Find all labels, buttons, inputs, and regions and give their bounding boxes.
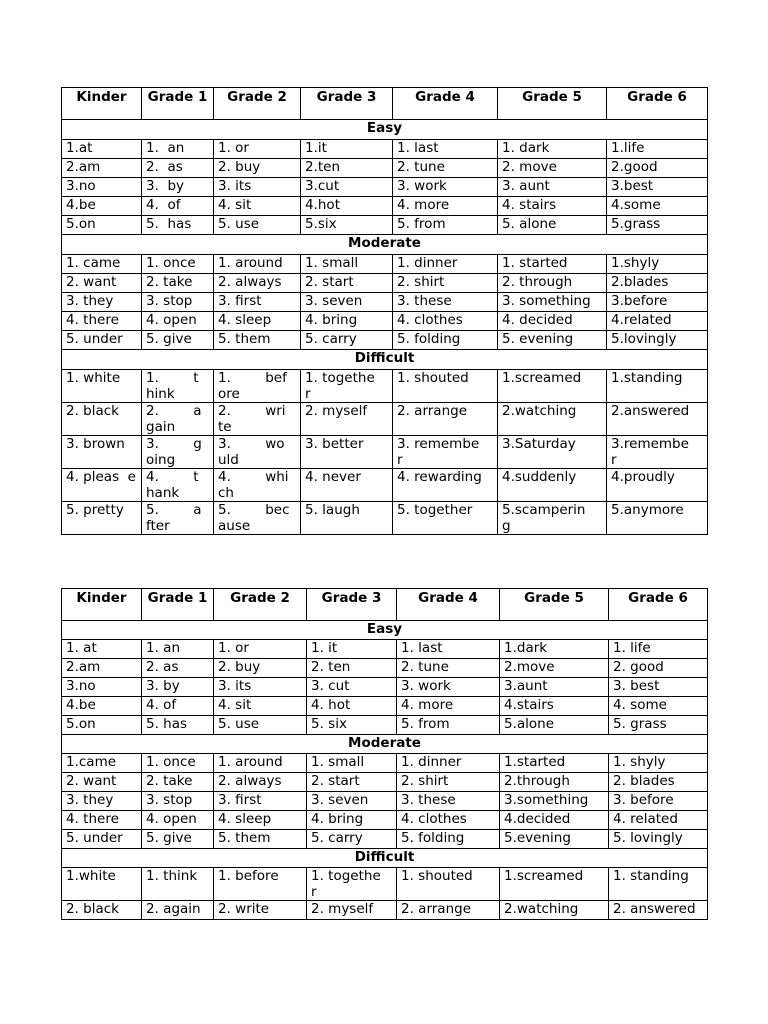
word-cell: 5. carry bbox=[307, 830, 397, 849]
word-cell: 3. better bbox=[301, 436, 393, 469]
word-cell: 1. before bbox=[214, 868, 307, 901]
word-cell: 2. answered bbox=[609, 901, 708, 920]
word-cell: 4. related bbox=[609, 811, 708, 830]
word-cell: 5. a fter bbox=[142, 502, 214, 535]
word-cell: 2. wri te bbox=[214, 403, 301, 436]
word-cell: 2. want bbox=[62, 274, 142, 293]
word-cell: 4. stairs bbox=[498, 197, 607, 216]
word-cell: 1. think bbox=[142, 868, 214, 901]
word-cell: 1. bef ore bbox=[214, 370, 301, 403]
word-cell: 3. aunt bbox=[498, 178, 607, 197]
word-cell: 3. these bbox=[397, 792, 500, 811]
word-cell: 1.white bbox=[62, 868, 142, 901]
word-cell: 3.Saturday bbox=[498, 436, 607, 469]
word-cell: 3. seven bbox=[307, 792, 397, 811]
word-cell: 5. them bbox=[214, 830, 307, 849]
word-cell: 1.screamed bbox=[500, 868, 609, 901]
table-row bbox=[62, 659, 708, 678]
word-cell: 5. evening bbox=[498, 331, 607, 350]
word-cell: 3.remembe r bbox=[607, 436, 708, 469]
section-label-easy: Easy bbox=[62, 621, 708, 640]
table-row bbox=[62, 216, 708, 235]
word-cell: 4. hot bbox=[307, 697, 397, 716]
word-cell: 1.dark bbox=[500, 640, 609, 659]
word-cell: 3. brown bbox=[62, 436, 142, 469]
word-cell: 3. they bbox=[62, 792, 142, 811]
word-cell: 4.hot bbox=[301, 197, 393, 216]
word-cell: 3. stop bbox=[142, 792, 214, 811]
word-cell: 2. start bbox=[301, 274, 393, 293]
table-row bbox=[62, 197, 708, 216]
word-cell: 5. give bbox=[142, 830, 214, 849]
word-cell: 2. write bbox=[214, 901, 307, 920]
word-cell: 1. once bbox=[142, 754, 214, 773]
column-header: Grade 3 bbox=[307, 589, 397, 621]
word-cell: 3. stop bbox=[142, 293, 214, 312]
word-cell: 2. arrange bbox=[397, 901, 500, 920]
table-row bbox=[62, 293, 708, 312]
word-cell: 4. sit bbox=[214, 197, 301, 216]
column-header: Grade 6 bbox=[607, 88, 708, 120]
word-cell: 1. last bbox=[397, 640, 500, 659]
word-cell: 4. pleas e bbox=[62, 469, 142, 502]
word-cell: 2. as bbox=[142, 159, 214, 178]
table-row bbox=[62, 370, 708, 403]
word-cell: 5. alone bbox=[498, 216, 607, 235]
word-cell: 5.six bbox=[301, 216, 393, 235]
word-cell: 1. dinner bbox=[393, 255, 498, 274]
word-cell: 5.grass bbox=[607, 216, 708, 235]
word-cell: 2.blades bbox=[607, 274, 708, 293]
word-cell: 1. or bbox=[214, 140, 301, 159]
word-cell: 1. togethe r bbox=[307, 868, 397, 901]
table-row bbox=[62, 811, 708, 830]
word-cell: 2. arrange bbox=[393, 403, 498, 436]
word-cell: 4.decided bbox=[500, 811, 609, 830]
word-cell: 3. before bbox=[609, 792, 708, 811]
word-cell: 1. started bbox=[498, 255, 607, 274]
word-cell: 4. clothes bbox=[393, 312, 498, 331]
word-cell: 3. best bbox=[609, 678, 708, 697]
table-row bbox=[62, 178, 708, 197]
section-row-difficult bbox=[62, 350, 708, 370]
word-cell: 5. under bbox=[62, 331, 142, 350]
column-header: Grade 1 bbox=[142, 589, 214, 621]
word-cell: 1. it bbox=[307, 640, 397, 659]
word-cell: 5. carry bbox=[301, 331, 393, 350]
table-row bbox=[62, 754, 708, 773]
table-row bbox=[62, 403, 708, 436]
table-row bbox=[62, 312, 708, 331]
word-cell: 3. by bbox=[142, 178, 214, 197]
word-cell: 5.evening bbox=[500, 830, 609, 849]
column-header: Grade 1 bbox=[142, 88, 214, 120]
word-cell: 4.proudly bbox=[607, 469, 708, 502]
word-cell: 1. white bbox=[62, 370, 142, 403]
word-cell: 5. give bbox=[142, 331, 214, 350]
word-cell: 2.am bbox=[62, 159, 142, 178]
word-cell: 5. use bbox=[214, 216, 301, 235]
table-row bbox=[62, 469, 708, 502]
word-list-table-1 bbox=[61, 87, 708, 535]
word-cell: 3. work bbox=[393, 178, 498, 197]
word-cell: 4. of bbox=[142, 197, 214, 216]
section-row-moderate bbox=[62, 735, 708, 754]
word-cell: 4. sit bbox=[214, 697, 307, 716]
word-cell: 2. tune bbox=[397, 659, 500, 678]
word-cell: 2. take bbox=[142, 773, 214, 792]
word-cell: 5. under bbox=[62, 830, 142, 849]
word-cell: 3.cut bbox=[301, 178, 393, 197]
word-cell: 4. clothes bbox=[397, 811, 500, 830]
word-cell: 1. dinner bbox=[397, 754, 500, 773]
word-cell: 2.through bbox=[500, 773, 609, 792]
table-row bbox=[62, 830, 708, 849]
word-cell: 2. move bbox=[498, 159, 607, 178]
word-cell: 3.aunt bbox=[500, 678, 609, 697]
word-cell: 3. remembe r bbox=[393, 436, 498, 469]
table-row bbox=[62, 868, 708, 901]
word-cell: 3.before bbox=[607, 293, 708, 312]
word-cell: 4.some bbox=[607, 197, 708, 216]
word-cell: 5. bec ause bbox=[214, 502, 301, 535]
column-header: Grade 4 bbox=[393, 88, 498, 120]
word-cell: 2. buy bbox=[214, 159, 301, 178]
word-cell: 1. around bbox=[214, 255, 301, 274]
word-cell: 5.scamperin g bbox=[498, 502, 607, 535]
word-cell: 1.it bbox=[301, 140, 393, 159]
word-cell: 2. take bbox=[142, 274, 214, 293]
table-row bbox=[62, 716, 708, 735]
word-cell: 4. more bbox=[393, 197, 498, 216]
column-header: Grade 2 bbox=[214, 589, 307, 621]
word-cell: 2.am bbox=[62, 659, 142, 678]
word-cell: 1. dark bbox=[498, 140, 607, 159]
word-cell: 1.screamed bbox=[498, 370, 607, 403]
column-header: Kinder bbox=[62, 88, 142, 120]
word-cell: 2. blades bbox=[609, 773, 708, 792]
table-row bbox=[62, 773, 708, 792]
column-header: Grade 5 bbox=[498, 88, 607, 120]
section-label-moderate: Moderate bbox=[62, 735, 708, 754]
word-cell: 5. pretty bbox=[62, 502, 142, 535]
word-cell: 2. good bbox=[609, 659, 708, 678]
word-cell: 4.suddenly bbox=[498, 469, 607, 502]
word-cell: 3. first bbox=[214, 293, 301, 312]
column-header: Grade 2 bbox=[214, 88, 301, 120]
word-cell: 3. by bbox=[142, 678, 214, 697]
word-cell: 1.shyly bbox=[607, 255, 708, 274]
table-row bbox=[62, 331, 708, 350]
word-cell: 1. small bbox=[307, 754, 397, 773]
section-label-moderate: Moderate bbox=[62, 235, 708, 255]
section-row-easy bbox=[62, 621, 708, 640]
word-cell: 1.life bbox=[607, 140, 708, 159]
word-cell: 5.on bbox=[62, 716, 142, 735]
word-cell: 5. from bbox=[397, 716, 500, 735]
column-header: Grade 5 bbox=[500, 589, 609, 621]
table-row bbox=[62, 255, 708, 274]
table-row bbox=[62, 274, 708, 293]
word-cell: 1. life bbox=[609, 640, 708, 659]
column-header: Grade 4 bbox=[397, 589, 500, 621]
word-cell: 4. more bbox=[397, 697, 500, 716]
word-cell: 1. shouted bbox=[397, 868, 500, 901]
table-row bbox=[62, 502, 708, 535]
word-cell: 2.watching bbox=[500, 901, 609, 920]
section-row-easy bbox=[62, 120, 708, 140]
section-label-easy: Easy bbox=[62, 120, 708, 140]
word-cell: 4.be bbox=[62, 197, 142, 216]
table-row bbox=[62, 901, 708, 920]
column-header: Grade 6 bbox=[609, 589, 708, 621]
word-cell: 5. from bbox=[393, 216, 498, 235]
word-cell: 4. bring bbox=[301, 312, 393, 331]
word-cell: 5.lovingly bbox=[607, 331, 708, 350]
word-cell: 5.anymore bbox=[607, 502, 708, 535]
word-cell: 3. its bbox=[214, 178, 301, 197]
word-cell: 2. myself bbox=[301, 403, 393, 436]
word-cell: 2. want bbox=[62, 773, 142, 792]
word-cell: 2. start bbox=[307, 773, 397, 792]
word-cell: 2. tune bbox=[393, 159, 498, 178]
word-cell: 4. never bbox=[301, 469, 393, 502]
header-row bbox=[62, 88, 708, 120]
word-cell: 3. something bbox=[498, 293, 607, 312]
word-cell: 2. ten bbox=[307, 659, 397, 678]
word-cell: 1. came bbox=[62, 255, 142, 274]
word-cell: 5. use bbox=[214, 716, 307, 735]
word-cell: 3.best bbox=[607, 178, 708, 197]
word-cell: 4. there bbox=[62, 312, 142, 331]
table-body bbox=[62, 589, 708, 920]
section-label-difficult: Difficult bbox=[62, 849, 708, 868]
word-cell: 4. t hank bbox=[142, 469, 214, 502]
word-list-table-2 bbox=[61, 588, 708, 920]
word-cell: 1. at bbox=[62, 640, 142, 659]
word-cell: 2.good bbox=[607, 159, 708, 178]
word-cell: 1. last bbox=[393, 140, 498, 159]
word-cell: 3. wo uld bbox=[214, 436, 301, 469]
word-cell: 3.no bbox=[62, 178, 142, 197]
word-cell: 5. six bbox=[307, 716, 397, 735]
word-cell: 1. standing bbox=[609, 868, 708, 901]
word-cell: 2.ten bbox=[301, 159, 393, 178]
word-cell: 1. an bbox=[142, 640, 214, 659]
word-cell: 4. sleep bbox=[214, 811, 307, 830]
word-cell: 1. or bbox=[214, 640, 307, 659]
word-cell: 1. once bbox=[142, 255, 214, 274]
word-cell: 1. shyly bbox=[609, 754, 708, 773]
word-cell: 5. them bbox=[214, 331, 301, 350]
table-row bbox=[62, 697, 708, 716]
word-cell: 5.on bbox=[62, 216, 142, 235]
table-row bbox=[62, 436, 708, 469]
word-cell: 4. there bbox=[62, 811, 142, 830]
word-cell: 4. whi ch bbox=[214, 469, 301, 502]
word-cell: 3. these bbox=[393, 293, 498, 312]
word-cell: 1.at bbox=[62, 140, 142, 159]
word-cell: 5. together bbox=[393, 502, 498, 535]
word-cell: 4.related bbox=[607, 312, 708, 331]
word-cell: 2. always bbox=[214, 773, 307, 792]
word-cell: 1. small bbox=[301, 255, 393, 274]
word-cell: 2. through bbox=[498, 274, 607, 293]
section-row-difficult bbox=[62, 849, 708, 868]
word-cell: 3. work bbox=[397, 678, 500, 697]
word-cell: 2. a gain bbox=[142, 403, 214, 436]
word-cell: 5. laugh bbox=[301, 502, 393, 535]
word-cell: 4. rewarding bbox=[393, 469, 498, 502]
column-header: Grade 3 bbox=[301, 88, 393, 120]
word-cell: 1.standing bbox=[607, 370, 708, 403]
table-row bbox=[62, 159, 708, 178]
word-cell: 3.something bbox=[500, 792, 609, 811]
word-cell: 2. buy bbox=[214, 659, 307, 678]
word-cell: 3.no bbox=[62, 678, 142, 697]
header-row bbox=[62, 589, 708, 621]
word-cell: 4. sleep bbox=[214, 312, 301, 331]
word-cell: 3. they bbox=[62, 293, 142, 312]
word-cell: 4. bring bbox=[307, 811, 397, 830]
word-cell: 4.stairs bbox=[500, 697, 609, 716]
section-row-moderate bbox=[62, 235, 708, 255]
word-cell: 3. g oing bbox=[142, 436, 214, 469]
table-row bbox=[62, 678, 708, 697]
word-cell: 2. black bbox=[62, 901, 142, 920]
word-cell: 1.started bbox=[500, 754, 609, 773]
word-cell: 2.answered bbox=[607, 403, 708, 436]
word-cell: 2. myself bbox=[307, 901, 397, 920]
word-cell: 3. its bbox=[214, 678, 307, 697]
word-cell: 2. shirt bbox=[393, 274, 498, 293]
table-row bbox=[62, 792, 708, 811]
word-cell: 2.watching bbox=[498, 403, 607, 436]
word-cell: 5. has bbox=[142, 216, 214, 235]
word-cell: 4.be bbox=[62, 697, 142, 716]
word-cell: 5. folding bbox=[397, 830, 500, 849]
word-cell: 2. again bbox=[142, 901, 214, 920]
word-cell: 5. lovingly bbox=[609, 830, 708, 849]
word-cell: 5.alone bbox=[500, 716, 609, 735]
word-cell: 3. seven bbox=[301, 293, 393, 312]
word-cell: 2. black bbox=[62, 403, 142, 436]
word-cell: 1. shouted bbox=[393, 370, 498, 403]
word-cell: 5. has bbox=[142, 716, 214, 735]
word-cell: 1. around bbox=[214, 754, 307, 773]
word-cell: 1. t hink bbox=[142, 370, 214, 403]
word-cell: 2. as bbox=[142, 659, 214, 678]
word-cell: 5. folding bbox=[393, 331, 498, 350]
word-cell: 4. decided bbox=[498, 312, 607, 331]
table-body bbox=[62, 88, 708, 535]
word-cell: 4. open bbox=[142, 811, 214, 830]
word-cell: 4. some bbox=[609, 697, 708, 716]
column-header: Kinder bbox=[62, 589, 142, 621]
word-cell: 1.came bbox=[62, 754, 142, 773]
word-cell: 2. shirt bbox=[397, 773, 500, 792]
table-row bbox=[62, 640, 708, 659]
word-cell: 1. an bbox=[142, 140, 214, 159]
section-label-difficult: Difficult bbox=[62, 350, 708, 370]
table-row bbox=[62, 140, 708, 159]
word-cell: 5. grass bbox=[609, 716, 708, 735]
word-cell: 1. togethe r bbox=[301, 370, 393, 403]
word-cell: 2. always bbox=[214, 274, 301, 293]
word-cell: 4. open bbox=[142, 312, 214, 331]
word-cell: 3. first bbox=[214, 792, 307, 811]
word-cell: 3. cut bbox=[307, 678, 397, 697]
word-cell: 4. of bbox=[142, 697, 214, 716]
word-cell: 2.move bbox=[500, 659, 609, 678]
